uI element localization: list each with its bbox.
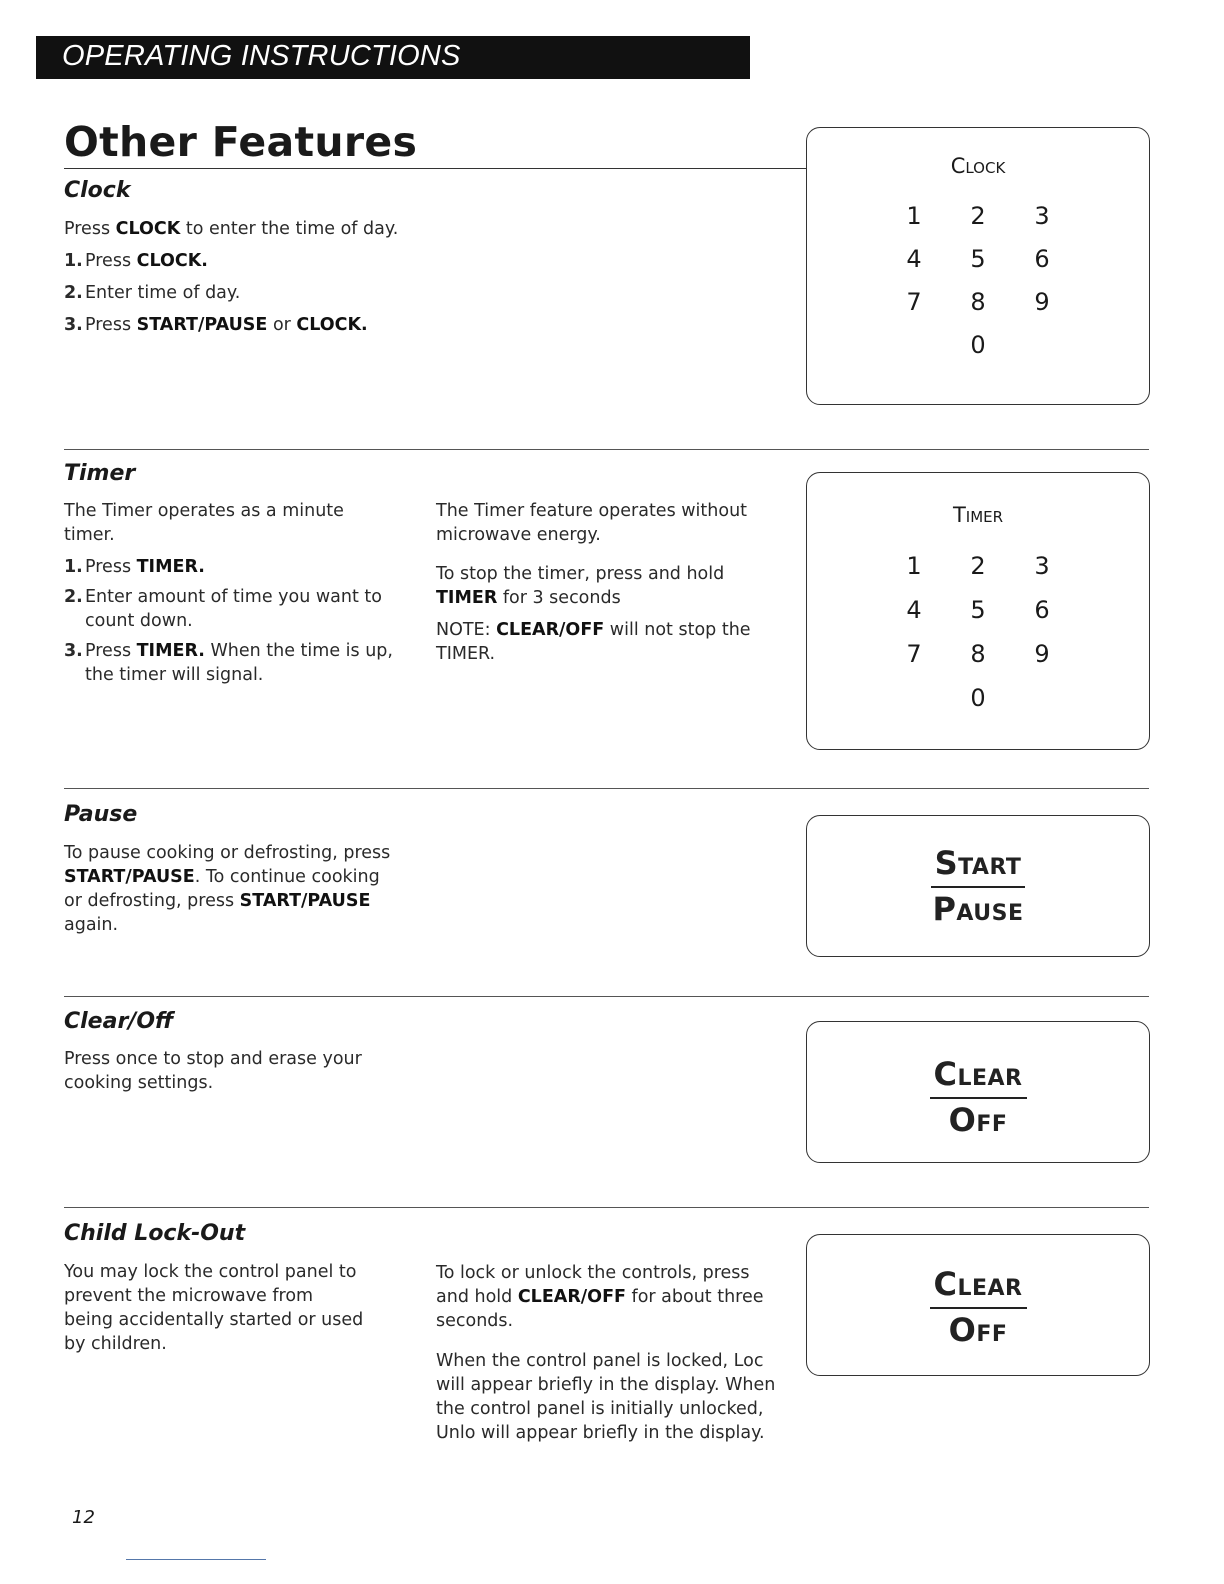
key-6: 6 [1034, 596, 1050, 624]
footer-line [126, 1559, 266, 1560]
clock-keypad-panel [806, 127, 1150, 405]
off-label: Off [948, 1311, 1008, 1349]
start-pause-panel [806, 815, 1150, 957]
timer-instructions [64, 499, 394, 687]
clock-instructions [64, 217, 404, 337]
child-lock-description: You may lock the control panel to prevent the microwave from being accidentally started or used by children. [64, 1262, 364, 1354]
child-lock-section-title: Child Lock-Out [64, 1221, 246, 1246]
pause-section-title: Pause [64, 802, 138, 827]
timer-panel-title: Timer [952, 503, 1004, 527]
off-label: Off [948, 1101, 1008, 1139]
section-divider [64, 996, 1149, 997]
page-title: Other Features [64, 118, 418, 166]
start-label: Start [931, 844, 1026, 888]
timer-note-stop: To stop the timer, press and hold TIMER for 3 seconds [436, 564, 725, 608]
timer-intro: The Timer operates as a minute timer. [64, 501, 344, 545]
clear-off-description: Press once to stop and erase your cooking settings. [64, 1049, 362, 1093]
key-5: 5 [970, 245, 986, 273]
clear-off-panel [806, 1021, 1150, 1163]
key-1: 1 [906, 202, 922, 230]
clear-off-section-title: Clear/Off [64, 1009, 174, 1034]
key-3: 3 [1034, 552, 1050, 580]
child-lock-how-to: To lock or unlock the controls, press and hold CLEAR/OFF for about three seconds. [436, 1263, 764, 1331]
key-2: 2 [970, 552, 986, 580]
key-3: 3 [1034, 202, 1050, 230]
clear-label: Clear [930, 1265, 1027, 1309]
start-pause-key-label [807, 844, 1149, 928]
timer-notes [436, 499, 756, 666]
key-7: 7 [906, 288, 922, 316]
clear-off-key-label [807, 1055, 1149, 1139]
section-divider [64, 449, 1149, 450]
key-9: 9 [1034, 640, 1050, 668]
key-5: 5 [970, 596, 986, 624]
timer-keypad-panel [806, 472, 1150, 750]
timer-step-3: 3. Press TIMER. When the time is up, the timer will signal. [64, 641, 393, 685]
timer-step-2: 2. Enter amount of time you want to count down. [64, 587, 382, 631]
pause-label: Pause [932, 890, 1024, 928]
timer-note-energy: The Timer feature operates without microwave energy. [436, 501, 748, 545]
title-divider [64, 168, 808, 169]
header-bar [36, 36, 750, 79]
clock-step-2: 2. Enter time of day. [64, 283, 241, 303]
timer-step-1: 1. Press TIMER. [64, 557, 205, 577]
page-number: 12 [72, 1507, 95, 1528]
section-divider [64, 788, 1149, 789]
key-7: 7 [906, 640, 922, 668]
key-0: 0 [970, 331, 986, 359]
key-0: 0 [970, 684, 986, 712]
header-label: OPERATING INSTRUCTIONS [62, 40, 461, 72]
key-8: 8 [970, 640, 986, 668]
section-divider [64, 1207, 1149, 1208]
clock-section-title: Clock [64, 178, 131, 203]
child-lock-instructions [436, 1261, 781, 1445]
clock-step-3: 3. Press START/PAUSE or CLOCK. [64, 315, 368, 335]
key-6: 6 [1034, 245, 1050, 273]
child-lock-key-label [807, 1265, 1149, 1349]
timer-keypad [807, 551, 1149, 714]
key-2: 2 [970, 202, 986, 230]
clock-keypad [807, 201, 1149, 361]
clock-intro: Press CLOCK to enter the time of day. [64, 219, 399, 239]
key-9: 9 [1034, 288, 1050, 316]
clear-label: Clear [930, 1055, 1027, 1099]
key-1: 1 [906, 552, 922, 580]
clock-step-1: 1. Press CLOCK. [64, 251, 208, 271]
key-4: 4 [906, 596, 922, 624]
timer-section-title: Timer [64, 461, 136, 486]
child-lock-clear-off-panel [806, 1234, 1150, 1376]
key-8: 8 [970, 288, 986, 316]
timer-note-clear: NOTE: CLEAR/OFF will not stop the TIMER. [436, 620, 751, 664]
pause-description: To pause cooking or defrosting, press START/PAUSE. To continue cooking or defrosting, press START/PAUSE again. [64, 843, 391, 935]
clock-panel-title: Clock [950, 154, 1006, 178]
key-4: 4 [906, 245, 922, 273]
child-lock-display-note: When the control panel is locked, Loc will appear briefly in the display. When the control panel is initially unlocked, Unlo will appear briefly in the display. [436, 1351, 776, 1443]
